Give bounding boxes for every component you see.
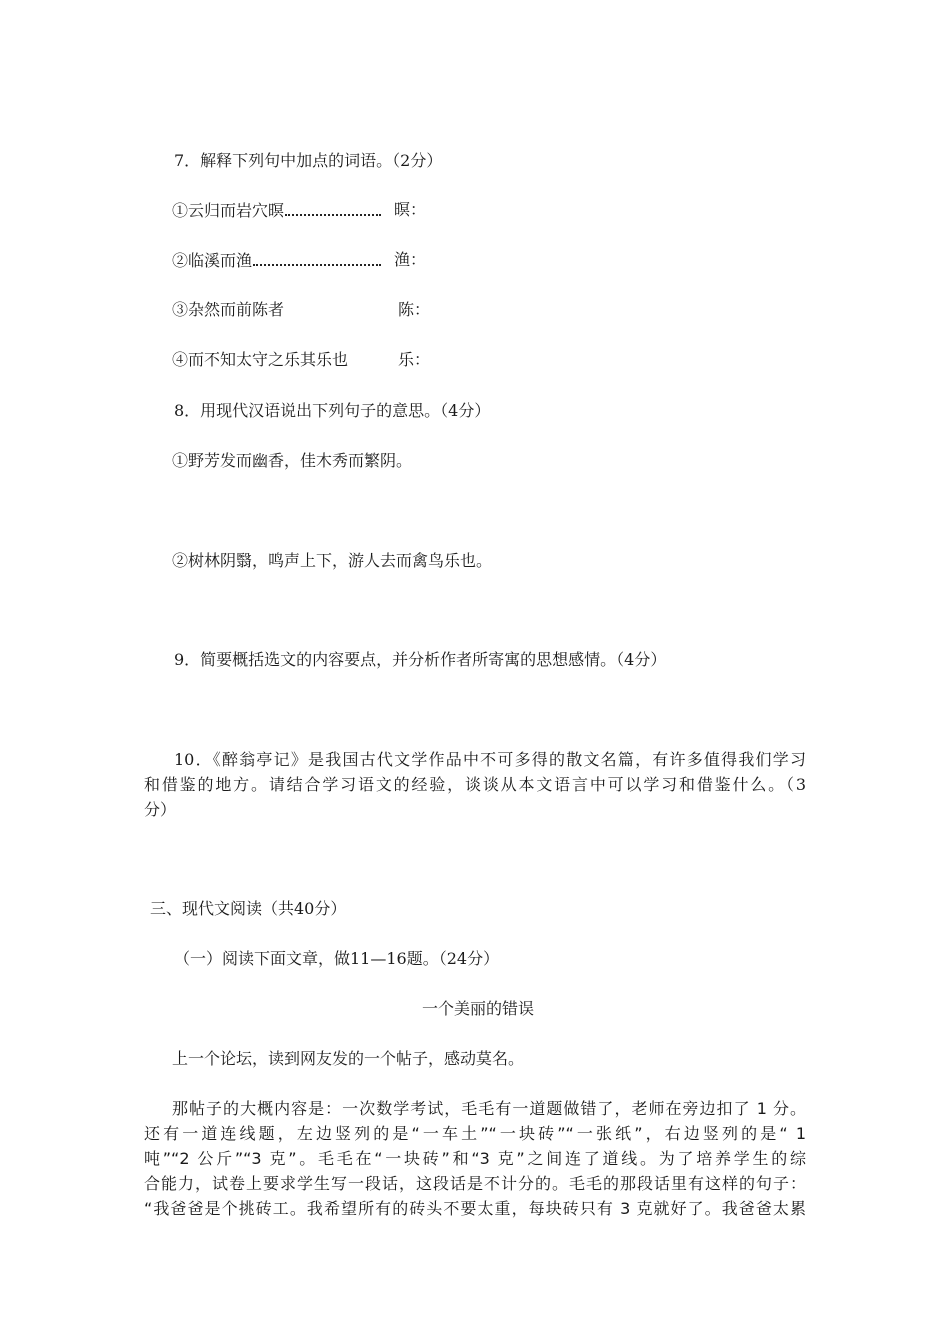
q10-line-2: 和借鉴的地方。请结合学习语文的经验，谈谈从本文语言中可以学习和借鉴什么。（3 — [144, 775, 806, 794]
q7-item-sentence: ①云归而岩穴暝 — [172, 201, 285, 220]
q9-stem: 9．简要概括选文的内容要点，并分析作者所寄寓的思想感情。（4分） — [174, 650, 667, 669]
q7-item-3-answer: 陈： — [398, 300, 431, 319]
q7-item-sentence: ②临溪而渔 — [172, 251, 253, 270]
q7-item-4-answer: 乐： — [398, 350, 431, 369]
part-heading: （一）阅读下面文章，做11—16题。（24分） — [174, 949, 500, 968]
q7-item-4: ④而不知太守之乐其乐也 — [172, 350, 349, 369]
q7-stem: 7．解释下列句中加点的词语。（2分） — [174, 151, 443, 170]
q10-line-3: 分） — [144, 800, 177, 819]
q8-item-1: ①野芳发而幽香，佳木秀而繁阴。 — [172, 451, 413, 470]
q8-item-2: ②树林阴翳，鸣声上下，游人去而禽鸟乐也。 — [172, 551, 493, 570]
article-para-2-line-1: 那帖子的大概内容是：一次数学考试，毛毛有一道题做错了，老师在旁边扣了 1 分。 — [172, 1099, 806, 1118]
emphasis-dots — [285, 200, 381, 216]
emphasis-dots — [253, 250, 381, 266]
q7-item-1 — [172, 200, 381, 221]
section-heading: 三、现代文阅读（共40分） — [150, 899, 347, 918]
article-para-1: 上一个论坛，读到网友发的一个帖子，感动莫名。 — [172, 1049, 525, 1068]
q7-item-1-answer: 暝： — [394, 200, 427, 219]
q10-line-1: 10．《醉翁亭记》是我国古代文学作品中不可多得的散文名篇，有许多值得我们学习 — [174, 750, 806, 769]
article-para-2-line-4: 合能力，试卷上要求学生写一段话，这段话是不计分的。毛毛的那段话里有这样的句子： — [144, 1174, 806, 1193]
q7-item-3: ③杂然而前陈者 — [172, 300, 285, 319]
article-title: 一个美丽的错误 — [422, 999, 535, 1018]
q7-item-2-answer: 渔： — [394, 250, 427, 269]
q7-item-2 — [172, 250, 381, 271]
article-para-2-line-2: 还有一道连线题，左边竖列的是“一车土”“一块砖”“一张纸”，右边竖列的是“ 1 — [144, 1124, 806, 1143]
q8-stem: 8．用现代汉语说出下列句子的意思。（4分） — [174, 401, 491, 420]
article-para-2-line-5: “我爸爸是个挑砖工。我希望所有的砖头不要太重，每块砖只有 3 克就好了。我爸爸太累 — [144, 1199, 806, 1218]
article-para-2-line-3: 吨”“2 公斤”“3 克”。毛毛在“一块砖”和“3 克”之间连了道线。为了培养学生的综 — [144, 1149, 806, 1168]
